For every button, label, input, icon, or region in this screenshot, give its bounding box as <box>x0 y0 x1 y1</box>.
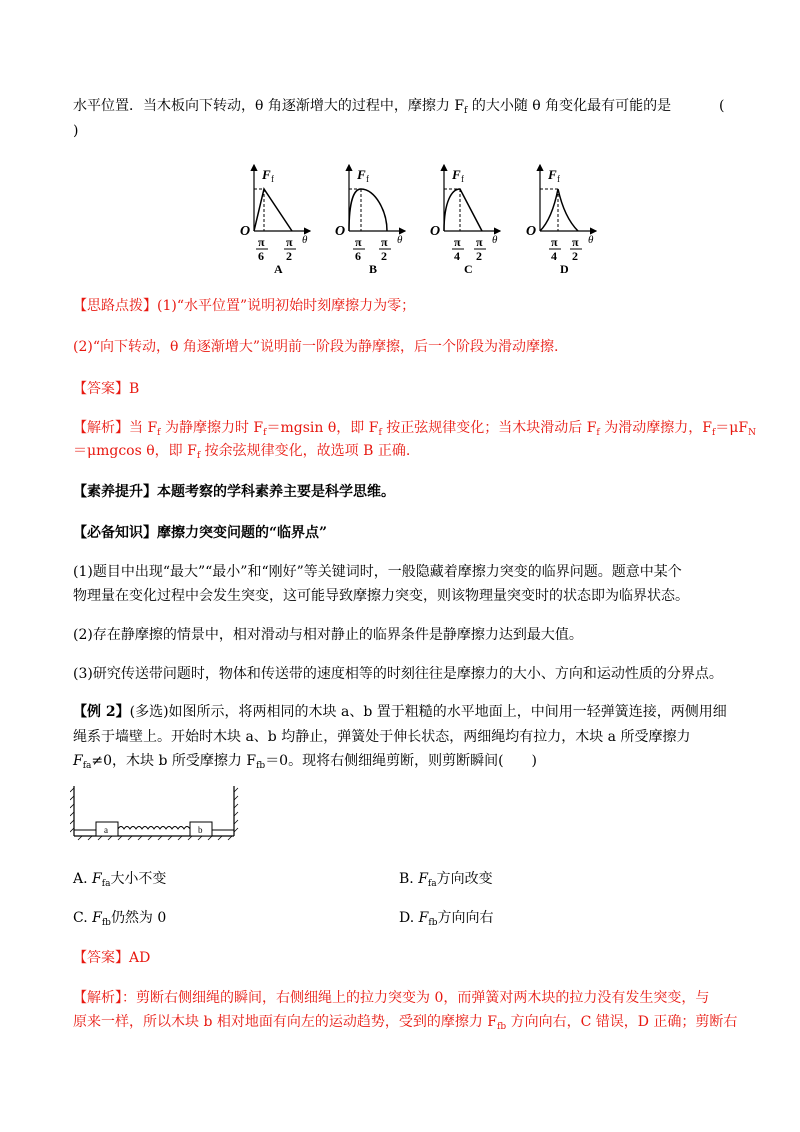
graph-d <box>526 165 596 275</box>
graph-b-ylabel: F <box>357 167 366 182</box>
graph-b <box>335 165 405 275</box>
option-graphs <box>0 155 800 275</box>
knowledge-title: 【必备知识】摩擦力突变问题的“临界点” <box>73 525 328 541</box>
option-c[interactable]: C. $F_{fb}$仍然为 0 <box>73 910 167 928</box>
block-b-label: b <box>198 825 203 835</box>
graph-b-xlabel: θ <box>397 234 403 246</box>
option-d[interactable]: D. $F_{fb}$方向向右 <box>399 910 494 928</box>
graph-a-peak-num: π <box>258 235 265 249</box>
answer-paren-close: ) <box>73 123 79 139</box>
graph-c-xlabel: θ <box>492 234 498 246</box>
blocks-spring-figure <box>70 782 250 842</box>
graph-b-end-num: π <box>381 235 388 249</box>
graph-b-end-den: 2 <box>381 249 387 263</box>
knowledge-line-2: 物理量在变化过程中会发生突变，这可能导致摩擦力突变，则该物理量突变时的状态即为临界状态。 <box>73 588 689 604</box>
graph-a-ylabel: F <box>262 167 271 182</box>
graph-b-peak-den: 6 <box>355 249 361 263</box>
analysis-1-line-2: ＝μmgcos θ，即 $F_f$ 按余弦规律变化，故选项 B 正确. <box>73 443 411 461</box>
graph-a-origin: O <box>240 224 251 239</box>
graph-b-origin: O <box>335 224 346 239</box>
block-a-label: a <box>104 825 108 835</box>
graph-d-ysub: f <box>557 174 560 184</box>
option-a[interactable]: A. $F_{fa}$大小不变 <box>73 871 167 889</box>
graph-a-curve <box>254 189 292 231</box>
hint-line-2: (2)“向下转动，θ 角逐渐增大”说明前一阶段为静摩擦，后一个阶段为滑动摩擦. <box>73 339 559 355</box>
graph-d-peak-num: π <box>551 235 558 249</box>
graph-c-ylabel: F <box>452 167 461 182</box>
graph-c-curve <box>444 189 482 231</box>
analysis-1-line-1: 【解析】当 $F_f$ 为静摩擦力时 $F_f=mgsin$ θ，即 $F_f$ 按正弦规律变化；当木块滑动后 $F_f$ 为滑动摩擦力，$F_f=\mu F_N$ <box>73 420 756 438</box>
graph-a-end-num: π <box>286 235 293 249</box>
graph-d-end-den: 2 <box>572 249 578 263</box>
graph-d-caption: D <box>560 262 569 275</box>
graph-c-ysub: f <box>461 174 464 184</box>
graph-c-caption: C <box>464 262 473 275</box>
graph-d-xlabel: θ <box>588 234 594 246</box>
literacy-note: 【素养提升】本题考察的学科素养主要是科学思维。 <box>73 484 395 500</box>
graph-a-xlabel: θ <box>302 234 308 246</box>
graph-c-end-den: 2 <box>476 249 482 263</box>
graph-d-end-num: π <box>572 235 579 249</box>
graph-b-caption: B <box>369 262 378 275</box>
hint-line-1: 【思路点拨】(1)“水平位置”说明初始时刻摩擦力为零； <box>73 298 416 314</box>
graph-c-peak-num: π <box>454 235 461 249</box>
graph-a-caption: A <box>274 262 283 275</box>
option-b[interactable]: B. $F_{fa}$方向改变 <box>399 871 493 889</box>
analysis-2-line-1: 【解析】：剪断右侧细绳的瞬间，右侧细绳上的拉力突变为 0，而弹簧对两木块的拉力没有发生突变，与 <box>73 990 710 1006</box>
graph-b-curve <box>349 189 387 231</box>
graph-a-ysub: f <box>271 174 274 184</box>
graph-b-peak-num: π <box>355 235 362 249</box>
graph-c-peak-den: 4 <box>454 249 460 263</box>
question-stem: 水平位置．当木板向下转动，θ 角逐渐增大的过程中，摩擦力 $F_f$ 的大小随 θ 角变化最有可能的是 <box>73 98 672 116</box>
graph-a-peak-den: 6 <box>258 249 264 263</box>
knowledge-line-1: (1)题目中出现“最大”“最小”和“刚好”等关键词时，一般隐藏着摩擦力突变的临界问题。题意中某个 <box>73 564 682 580</box>
graph-d-peak-den: 4 <box>551 249 557 263</box>
answer-2: 【答案】AD <box>73 950 151 966</box>
example-2-line-1: 【例 2】(多选)如图所示，将两相同的木块 a、b 置于粗糙的水平地面上，中间用一轻弹簧连接，两侧用细 <box>73 704 727 720</box>
graph-c-origin: O <box>430 224 441 239</box>
graph-d-origin: O <box>526 224 537 239</box>
example-2-line-2: 绳系于墙壁上。开始时木块 a、b 均静止，弹簧处于伸长状态，两细绳均有拉力，木块 a 所受摩擦力 <box>73 729 691 745</box>
example-2-line-3: $F_{fa}\ne 0$，木块 b 所受摩擦力 $F_{fb}=0$。现将右侧细绳剪断，则剪断瞬间( ) <box>73 753 538 771</box>
graph-b-ysub: f <box>366 174 369 184</box>
graph-d-ylabel: F <box>548 167 557 182</box>
knowledge-line-3: (2)存在静摩擦的情景中，相对滑动与相对静止的临界条件是静摩擦力达到最大值。 <box>73 627 583 643</box>
graph-c <box>430 165 500 275</box>
graph-d-curve <box>540 189 578 231</box>
graph-a-end-den: 2 <box>286 249 292 263</box>
graph-a <box>240 165 310 275</box>
answer-1: 【答案】B <box>73 381 140 397</box>
spring <box>118 827 190 830</box>
knowledge-line-4: (3)研究传送带问题时，物体和传送带的速度相等的时刻往往是摩擦力的大小、方向和运动性质的分界点。 <box>73 666 723 682</box>
analysis-2-line-2: 原来一样，所以木块 b 相对地面有向左的运动趋势，受到的摩擦力 $F_{fb}$ 方向向右，C 错误，D 正确；剪断右 <box>73 1014 738 1032</box>
answer-paren-open: ( <box>719 98 725 114</box>
graph-c-end-num: π <box>476 235 483 249</box>
